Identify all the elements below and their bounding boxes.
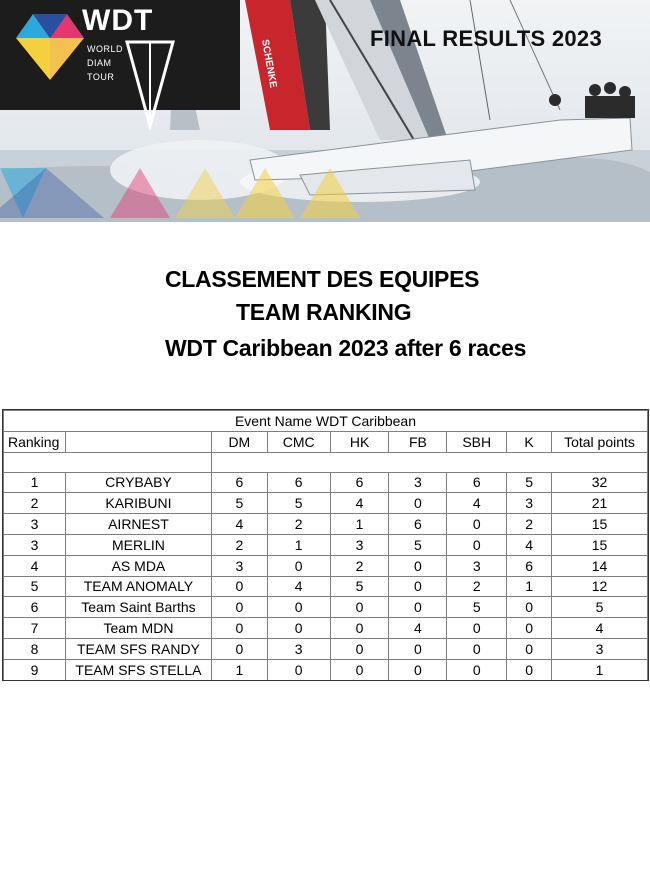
score-cell: 1	[267, 534, 330, 555]
score-cell: 0	[211, 576, 267, 597]
score-cell: 6	[211, 472, 267, 493]
score-cell: 6	[507, 555, 552, 576]
rank-cell: 8	[4, 638, 66, 659]
score-cell: 0	[447, 514, 507, 535]
score-cell: 6	[389, 514, 447, 535]
score-cell: 5	[211, 493, 267, 514]
table-row	[4, 534, 648, 555]
score-cell: 6	[447, 472, 507, 493]
table-row	[4, 638, 648, 659]
total-cell: 32	[552, 472, 648, 493]
rank-cell: 9	[4, 659, 66, 680]
score-cell: 0	[447, 618, 507, 639]
sail-lettering: SCHENKE	[259, 38, 279, 89]
score-cell: 0	[507, 597, 552, 618]
table-row	[4, 493, 648, 514]
rank-cell: 3	[4, 514, 66, 535]
table-row	[4, 659, 648, 680]
score-cell: 0	[447, 659, 507, 680]
score-cell: 5	[267, 493, 330, 514]
score-cell: 0	[211, 638, 267, 659]
score-cell: 3	[211, 555, 267, 576]
table-row	[4, 597, 648, 618]
score-cell: 0	[447, 638, 507, 659]
score-cell: 0	[330, 618, 389, 639]
total-cell: 21	[552, 493, 648, 514]
table-row	[4, 555, 648, 576]
score-cell: 2	[267, 514, 330, 535]
diamond-logo-icon	[10, 8, 90, 86]
score-cell: 5	[447, 597, 507, 618]
score-cell: 0	[267, 618, 330, 639]
total-cell: 15	[552, 534, 648, 555]
score-cell: 0	[330, 659, 389, 680]
score-cell: 0	[389, 576, 447, 597]
table-row	[4, 576, 648, 597]
header-row	[4, 431, 648, 452]
header-banner	[0, 0, 650, 222]
score-cell: 1	[507, 576, 552, 597]
score-cell: 0	[389, 659, 447, 680]
rank-cell: 5	[4, 576, 66, 597]
score-cell: 4	[330, 493, 389, 514]
header-hk: HK	[330, 431, 389, 452]
score-cell: 4	[267, 576, 330, 597]
score-cell: 0	[507, 659, 552, 680]
score-cell: 0	[507, 638, 552, 659]
table-row	[4, 514, 648, 535]
score-cell: 0	[389, 597, 447, 618]
header-ranking: Ranking	[4, 431, 66, 452]
final-results-heading: FINAL RESULTS 2023	[370, 26, 602, 51]
title-classement: CLASSEMENT DES EQUIPES	[165, 266, 480, 292]
event-name-cell: Event Name WDT Caribbean	[4, 411, 648, 432]
score-cell: 4	[507, 534, 552, 555]
rank-cell: 2	[4, 493, 66, 514]
score-cell: 0	[447, 534, 507, 555]
score-cell: 3	[267, 638, 330, 659]
score-cell: 4	[447, 493, 507, 514]
trophy-logo-icon	[125, 40, 175, 130]
rank-cell: 3	[4, 534, 66, 555]
score-cell: 5	[389, 534, 447, 555]
score-cell: 3	[447, 555, 507, 576]
total-cell: 5	[552, 597, 648, 618]
team-cell: AS MDA	[65, 555, 211, 576]
score-cell: 5	[507, 472, 552, 493]
header-dm: DM	[211, 431, 267, 452]
team-cell: CRYBABY	[65, 472, 211, 493]
total-cell: 1	[552, 659, 648, 680]
team-cell: TEAM SFS RANDY	[65, 638, 211, 659]
team-cell: MERLIN	[65, 534, 211, 555]
score-cell: 2	[211, 534, 267, 555]
score-cell: 2	[330, 555, 389, 576]
score-cell: 0	[267, 659, 330, 680]
score-cell: 5	[330, 576, 389, 597]
header-cmc: CMC	[267, 431, 330, 452]
score-cell: 6	[330, 472, 389, 493]
score-cell: 2	[447, 576, 507, 597]
total-cell: 14	[552, 555, 648, 576]
score-cell: 4	[211, 514, 267, 535]
table-row	[4, 618, 648, 639]
score-cell: 0	[330, 638, 389, 659]
score-cell: 0	[267, 597, 330, 618]
score-cell: 0	[389, 493, 447, 514]
score-cell: 0	[267, 555, 330, 576]
table-row	[4, 472, 648, 493]
header-total: Total points	[552, 431, 648, 452]
score-cell: 3	[389, 472, 447, 493]
total-cell: 3	[552, 638, 648, 659]
team-cell: TEAM SFS STELLA	[65, 659, 211, 680]
score-cell: 1	[211, 659, 267, 680]
header-sbh: SBH	[447, 431, 507, 452]
logo-line-tour: TOUR	[87, 72, 115, 82]
header-fb: FB	[389, 431, 447, 452]
total-cell: 4	[552, 618, 648, 639]
score-cell: 0	[211, 597, 267, 618]
score-cell: 3	[330, 534, 389, 555]
score-cell: 0	[507, 618, 552, 639]
wdt-logo	[0, 0, 240, 110]
score-cell: 4	[389, 618, 447, 639]
score-cell: 1	[330, 514, 389, 535]
score-cell: 0	[211, 618, 267, 639]
score-cell: 6	[267, 472, 330, 493]
spacer-row	[4, 452, 648, 472]
logo-line-world: WORLD	[87, 44, 123, 54]
team-ranking-table	[3, 410, 648, 681]
logo-wordmark: WDT	[82, 4, 154, 37]
total-cell: 12	[552, 576, 648, 597]
team-cell: KARIBUNI	[65, 493, 211, 514]
score-cell: 3	[507, 493, 552, 514]
header-team	[65, 431, 211, 452]
rank-cell: 6	[4, 597, 66, 618]
score-cell: 0	[389, 638, 447, 659]
score-cell: 0	[389, 555, 447, 576]
total-cell: 15	[552, 514, 648, 535]
event-name-row	[4, 411, 648, 432]
score-cell: 2	[507, 514, 552, 535]
title-event-races: WDT Caribbean 2023 after 6 races	[165, 335, 527, 361]
team-cell: TEAM ANOMALY	[65, 576, 211, 597]
logo-line-diam: DIAM	[87, 58, 112, 68]
team-cell: Team MDN	[65, 618, 211, 639]
rank-cell: 7	[4, 618, 66, 639]
header-k: K	[507, 431, 552, 452]
title-team-ranking: TEAM RANKING	[236, 299, 412, 325]
team-cell: AIRNEST	[65, 514, 211, 535]
score-cell: 0	[330, 597, 389, 618]
team-cell: Team Saint Barths	[65, 597, 211, 618]
rank-cell: 4	[4, 555, 66, 576]
rank-cell: 1	[4, 472, 66, 493]
